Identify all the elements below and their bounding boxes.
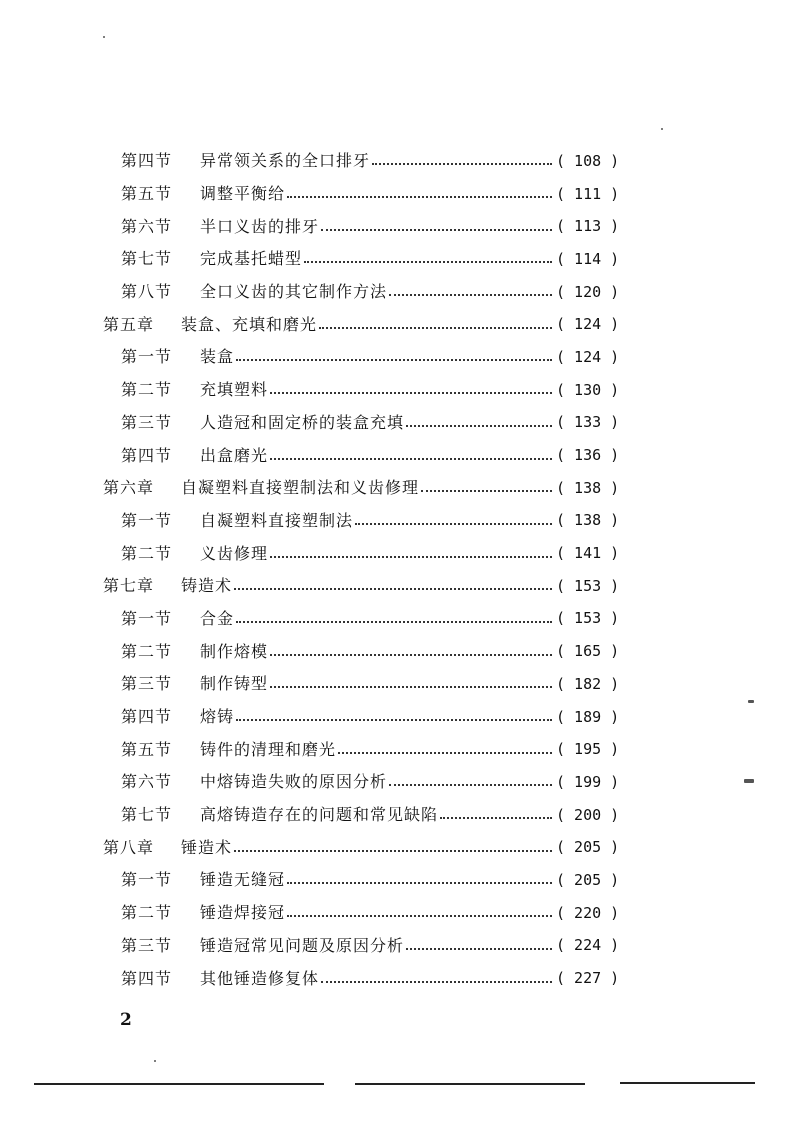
entry-page: ( 141 ) xyxy=(556,544,620,563)
dot-leader xyxy=(372,149,552,165)
dot-leader xyxy=(338,738,552,754)
dot-leader xyxy=(270,444,552,460)
entry-title: 半口义齿的排牙 xyxy=(200,216,320,236)
entry-title: 锤造冠常见问题及原因分析 xyxy=(200,935,405,955)
entry-page: ( 114 ) xyxy=(556,249,620,268)
entry-title: 锤造术 xyxy=(181,837,233,857)
toc-entry[interactable] xyxy=(0,701,620,734)
dot-leader xyxy=(321,215,552,231)
dot-leader xyxy=(389,280,552,296)
entry-page: ( 111 ) xyxy=(556,184,620,203)
toc-entry[interactable] xyxy=(0,243,620,276)
entry-page: ( 227 ) xyxy=(556,969,620,988)
entry-label: 第五章 xyxy=(103,314,155,334)
dot-leader xyxy=(421,476,552,492)
entry-label: 第五节 xyxy=(121,739,173,759)
entry-page: ( 113 ) xyxy=(556,217,620,236)
toc-entry[interactable] xyxy=(0,537,620,570)
entry-title: 完成基托蜡型 xyxy=(200,249,303,269)
entry-title: 锤造无缝冠 xyxy=(200,870,286,890)
toc-entry[interactable] xyxy=(0,831,620,864)
toc-entry[interactable] xyxy=(0,439,620,472)
scan-speck xyxy=(661,128,663,130)
entry-label: 第一节 xyxy=(121,347,173,367)
entry-title: 充填塑料 xyxy=(200,380,269,400)
dot-leader xyxy=(270,542,552,558)
entry-title: 出盒磨光 xyxy=(200,445,269,465)
table-of-contents xyxy=(0,145,793,995)
entry-page: ( 124 ) xyxy=(556,347,620,366)
dot-leader xyxy=(236,345,552,361)
entry-title: 合金 xyxy=(200,608,235,628)
dot-leader xyxy=(234,836,552,852)
dot-leader xyxy=(440,803,552,819)
toc-entry[interactable] xyxy=(0,733,620,766)
footer-rule xyxy=(620,1082,755,1084)
entry-title: 铸造术 xyxy=(181,576,233,596)
entry-page: ( 138 ) xyxy=(556,478,620,497)
entry-label: 第四节 xyxy=(121,151,173,171)
entry-label: 第二节 xyxy=(121,641,173,661)
toc-entry[interactable] xyxy=(0,308,620,341)
entry-label: 第六节 xyxy=(121,772,173,792)
entry-page: ( 130 ) xyxy=(556,380,620,399)
dot-leader xyxy=(287,182,552,198)
entry-title: 异常领关系的全口排牙 xyxy=(200,151,371,171)
dot-leader xyxy=(236,607,552,623)
entry-page: ( 199 ) xyxy=(556,772,620,791)
entry-page: ( 138 ) xyxy=(556,511,620,530)
entry-page: ( 205 ) xyxy=(556,838,620,857)
dot-leader xyxy=(270,640,552,656)
entry-label: 第七节 xyxy=(121,805,173,825)
footer-rule xyxy=(34,1083,324,1085)
entry-page: ( 200 ) xyxy=(556,805,620,824)
entry-page: ( 124 ) xyxy=(556,315,620,334)
entry-page: ( 189 ) xyxy=(556,707,620,726)
entry-label: 第四节 xyxy=(121,445,173,465)
dot-leader xyxy=(406,934,552,950)
toc-entry[interactable] xyxy=(0,864,620,897)
entry-title: 熔铸 xyxy=(200,707,235,727)
entry-title: 制作熔模 xyxy=(200,641,269,661)
toc-entry[interactable] xyxy=(0,472,620,505)
toc-entry[interactable] xyxy=(0,570,620,603)
entry-page: ( 205 ) xyxy=(556,870,620,889)
entry-page: ( 195 ) xyxy=(556,740,620,759)
dot-leader xyxy=(287,868,552,884)
toc-entry[interactable] xyxy=(0,766,620,799)
toc-entry[interactable] xyxy=(0,962,620,995)
entry-label: 第三节 xyxy=(121,674,173,694)
dot-leader xyxy=(389,770,552,786)
entry-title: 其他锤造修复体 xyxy=(200,968,320,988)
entry-title: 自凝塑料直接塑制法 xyxy=(200,510,354,530)
entry-label: 第五节 xyxy=(121,184,173,204)
entry-title: 高熔铸造存在的问题和常见缺陷 xyxy=(200,805,439,825)
dot-leader xyxy=(287,901,552,917)
toc-entry[interactable] xyxy=(0,178,620,211)
toc-entry[interactable] xyxy=(0,897,620,930)
toc-entry[interactable] xyxy=(0,603,620,636)
entry-page: ( 224 ) xyxy=(556,936,620,955)
entry-page: ( 133 ) xyxy=(556,413,620,432)
entry-label: 第八节 xyxy=(121,282,173,302)
dot-leader xyxy=(321,967,552,983)
entry-title: 装盒、充填和磨光 xyxy=(181,314,318,334)
entry-page: ( 108 ) xyxy=(556,151,620,170)
entry-label: 第二节 xyxy=(121,543,173,563)
entry-title: 全口义齿的其它制作方法 xyxy=(200,282,388,302)
dot-leader xyxy=(304,247,552,263)
entry-label: 第七节 xyxy=(121,249,173,269)
scan-speck xyxy=(154,1060,156,1062)
scan-speck xyxy=(103,36,105,38)
toc-entry[interactable] xyxy=(0,374,620,407)
dot-leader xyxy=(270,672,552,688)
entry-title: 铸件的清理和磨光 xyxy=(200,739,337,759)
dot-leader xyxy=(319,313,552,329)
toc-entry[interactable] xyxy=(0,505,620,538)
entry-page: ( 165 ) xyxy=(556,642,620,661)
dot-leader xyxy=(234,574,552,590)
entry-page: ( 182 ) xyxy=(556,674,620,693)
dot-leader xyxy=(270,378,552,394)
entry-page: ( 220 ) xyxy=(556,903,620,922)
entry-page: ( 153 ) xyxy=(556,576,620,595)
entry-page: ( 120 ) xyxy=(556,282,620,301)
dot-leader xyxy=(355,509,552,525)
entry-label: 第一节 xyxy=(121,510,173,530)
entry-label: 第三节 xyxy=(121,935,173,955)
page-number: 2 xyxy=(120,1010,132,1030)
dot-leader xyxy=(236,705,552,721)
entry-title: 自凝塑料直接塑制法和义齿修理 xyxy=(181,478,420,498)
toc-entry[interactable] xyxy=(0,635,620,668)
entry-title: 锤造焊接冠 xyxy=(200,903,286,923)
toc-entry[interactable] xyxy=(0,210,620,243)
toc-entry[interactable] xyxy=(0,799,620,832)
entry-title: 中熔铸造失败的原因分析 xyxy=(200,772,388,792)
entry-title: 人造冠和固定桥的装盒充填 xyxy=(200,412,405,432)
entry-label: 第二节 xyxy=(121,380,173,400)
toc-entry[interactable] xyxy=(0,930,620,963)
entry-label: 第六节 xyxy=(121,216,173,236)
entry-page: ( 153 ) xyxy=(556,609,620,628)
entry-label: 第七章 xyxy=(103,576,155,596)
entry-label: 第一节 xyxy=(121,870,173,890)
entry-title: 义齿修理 xyxy=(200,543,269,563)
entry-title: 制作铸型 xyxy=(200,674,269,694)
toc-entry[interactable] xyxy=(0,145,620,178)
toc-entry[interactable] xyxy=(0,407,620,440)
entry-label: 第四节 xyxy=(121,707,173,727)
scan-speck xyxy=(748,700,754,703)
entry-label: 第二节 xyxy=(121,903,173,923)
footer-rule xyxy=(355,1083,585,1085)
scan-speck xyxy=(744,779,754,783)
toc-entry[interactable] xyxy=(0,341,620,374)
entry-label: 第四节 xyxy=(121,968,173,988)
entry-page: ( 136 ) xyxy=(556,446,620,465)
entry-title: 装盒 xyxy=(200,347,235,367)
toc-entry[interactable] xyxy=(0,668,620,701)
entry-label: 第六章 xyxy=(103,478,155,498)
dot-leader xyxy=(406,411,552,427)
entry-label: 第一节 xyxy=(121,608,173,628)
toc-entry[interactable] xyxy=(0,276,620,309)
entry-label: 第三节 xyxy=(121,412,173,432)
entry-title: 调整平衡给 xyxy=(200,184,286,204)
entry-label: 第八章 xyxy=(103,837,155,857)
